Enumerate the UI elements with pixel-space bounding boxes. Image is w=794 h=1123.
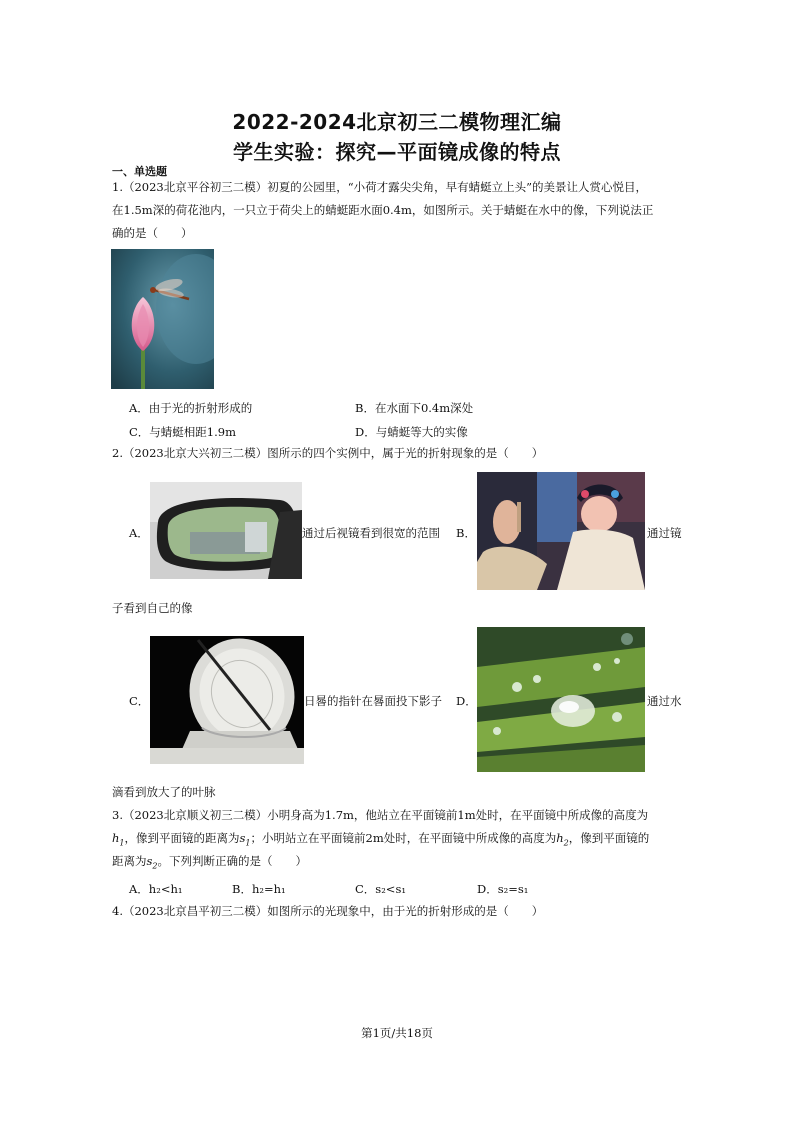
q2-option-a-label: A． xyxy=(129,526,149,540)
dragonfly-lotus-image xyxy=(111,249,214,389)
q3-option-c: C．s₂<s₁ xyxy=(355,882,406,896)
q4-line1: 4.（2023北京昌平初三二模）如图所示的光现象中，由于光的折射形成的是（ ） xyxy=(112,904,544,918)
q1-option-c: C．与蜻蜓相距1.9m xyxy=(129,425,236,439)
q1-option-a: A．由于光的折射形成的 xyxy=(129,401,253,415)
doc-title: 2022-2024北京初三二模物理汇编 xyxy=(232,110,562,134)
q3-line1: 3.（2023北京顺义初三二模）小明身高为1.7m，他站立在平面镜前1m处时，在平面镜中所成像的高度为 xyxy=(112,808,649,822)
q1-line3: 确的是（ ） xyxy=(112,226,193,240)
q1-option-b: B．在水面下0.4m深处 xyxy=(355,401,474,415)
q2-option-b-text: 通过镜 xyxy=(647,526,682,540)
q1-option-d: D．与蜻蜓等大的实像 xyxy=(355,425,468,439)
q2-option-b-continued: 子看到自己的像 xyxy=(112,601,193,615)
q2-option-b-label: B． xyxy=(456,526,476,540)
q3-option-b: B．h₂=h₁ xyxy=(232,882,286,896)
q1-line2: 在1.5m深的荷花池内，一只立于荷尖上的蜻蜓距水面0.4m，如图所示。关于蜻蜓在水中的像，下列说法正 xyxy=(112,203,654,217)
rearview-mirror-image xyxy=(150,482,302,579)
q2-option-d-continued: 滴看到放大了的叶脉 xyxy=(112,785,216,799)
q3-line2: $h_1$，像到平面镜的距离为$s_1$；小明站立在平面镜前2m处时，在平面镜中所成像的高度为$h_2$，像到平面镜的 xyxy=(112,831,650,848)
doc-subtitle: 学生实验：探究—平面镜成像的特点 xyxy=(233,140,561,164)
q2-option-c-text: 日晷的指针在晷面投下影子 xyxy=(304,694,442,708)
water-droplet-leaf-image xyxy=(477,627,645,772)
q3-option-a: A．h₂<h₁ xyxy=(129,882,183,896)
q3-line3: 距离为$s_2$。下列判断正确的是（ ） xyxy=(112,854,307,871)
q3-option-d: D．s₂=s₁ xyxy=(477,882,529,896)
opera-mirror-image xyxy=(477,472,645,590)
page-footer: 第1页/共18页 xyxy=(361,1026,433,1040)
q1-line1: 1.（2023北京平谷初三二模）初夏的公园里，“小荷才露尖尖角，早有蜻蜓立上头”的美景让人赏心悦目， xyxy=(112,180,647,194)
section-heading: 一、单选题 xyxy=(112,165,167,178)
sundial-image xyxy=(150,636,304,764)
q2-option-c-label: C． xyxy=(129,694,150,708)
q2-option-a-text: 通过后视镜看到很宽的范围 xyxy=(302,526,440,540)
q2-option-d-text: 通过水 xyxy=(647,694,682,708)
q2-option-d-label: D． xyxy=(456,694,477,708)
q2-line1: 2.（2023北京大兴初三二模）图所示的四个实例中，属于光的折射现象的是（ ） xyxy=(112,446,544,460)
